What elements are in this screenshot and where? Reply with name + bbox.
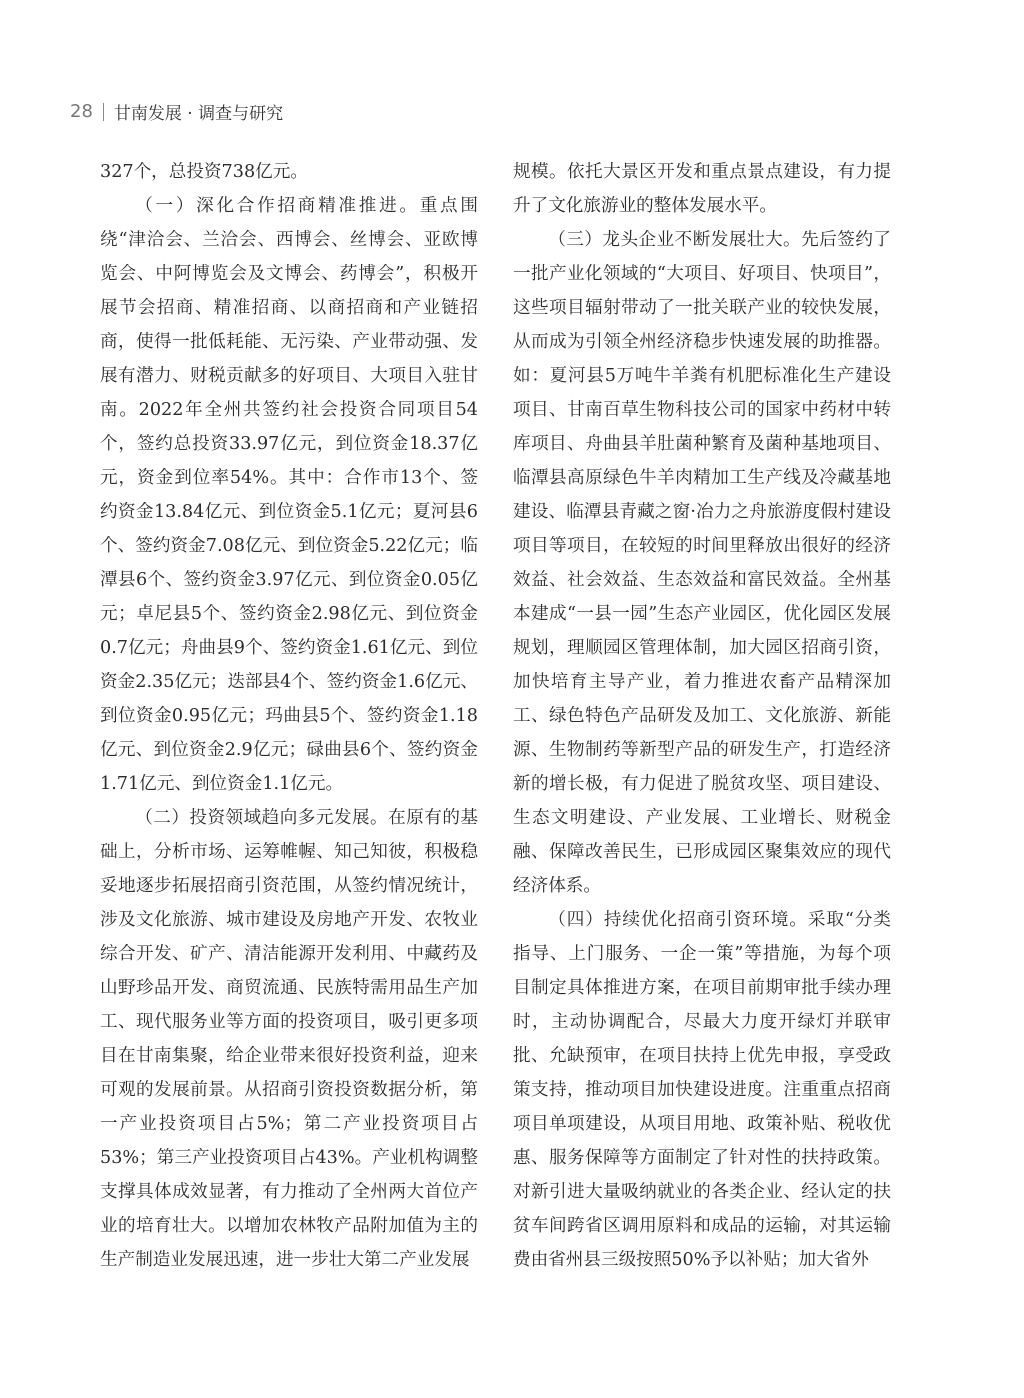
section-heading: （二）投资领域趋向多元发展。: [135, 808, 389, 828]
paragraph: [100, 189, 478, 801]
paragraph-body: 采取“分类指导、上门服务、一企一策”等措施，为每个项目制定具体推进方案，在项目前期审批手续办理时，主动协调配合，尽最大力度开绿灯并联审批、允缺预审，在项目扶持上优先申报，享受政策支持，推动项目加快建设进度。注重重点招商项目单项建设，从项目用地、政策补贴、税收优惠、服务保障等方面制定了针对性的扶持政策。对新引进大量吸纳就业的各类企业、经认定的扶贫车间跨省区调用原料和成品的运输，对其运输费由省州县三级按照50%予以补贴；加大省外: [513, 910, 891, 1270]
paragraph: [513, 223, 891, 903]
section-heading: （三）龙头企业不断发展壮大。: [548, 230, 802, 250]
paragraph-body: 先后签约了一批产业化领域的“大项目、好项目、快项目”，这些项目辐射带动了一批关联产业的较快发展，从而成为引领全州经济稳步快速发展的助推器。如：夏河县5万吨牛羊粪有机肥标准化生产建设项目、甘南百草生物科技公司的国家中药材中转库项目、舟曲县羊肚菌种繁育及菌种基地项目、临潭县高原绿色牛羊肉精加工生产线及冷藏基地建设、临潭县青藏之窗·冶力之舟旅游度假村建设项目等项目，在较短的时间里释放出很好的经济效益、社会效益、生态效益和富民效益。全州基本建成“一县一园”生态产业园区，优化园区发展规划，理顺园区管理体制，加大园区招商引资，加快培育主导产业，着力推进农畜产品精深加工、绿色特色产品研发及加工、文化旅游、新能源、生物制药等新型产品的研发生产，打造经济新的增长极，有力促进了脱贫攻坚、项目建设、生态文明建设、产业发展、工业增长、财税金融、保障改善民生，已形成园区聚集效应的现代经济体系。: [513, 230, 891, 896]
header-divider: [103, 103, 104, 121]
page-header: [70, 99, 283, 124]
left-column: [100, 155, 478, 1277]
paragraph-body: 重点围绕“津洽会、兰洽会、西博会、丝博会、亚欧博览会、中阿博览会及文博会、药博会”，积极开展节会招商、精准招商、以商招商和产业链招商，使得一批低耗能、无污染、产业带动强、发展有潜力、财税贡献多的好项目、大项目入驻甘南。2022年全州共签约社会投资合同项目54个，签约总投资33.97亿元，到位资金18.37亿元，资金到位率54%。其中：合作市13个、签约资金13.84亿元、到位资金5.1亿元；夏河县6个、签约资金7.08亿元、到位资金5.22亿元；临潭县6个、签约资金3.97亿元、到位资金0.05亿元；卓尼县5个、签约资金2.98亿元、到位资金0.7亿元；舟曲县9个、签约资金1.61亿元、到位资金2.35亿元；迭部县4个、签约资金1.6亿元、到位资金0.95亿元；玛曲县5个、签约资金1.18亿元、到位资金2.9亿元；碌曲县6个、签约资金1.71亿元、到位资金1.1亿元。: [100, 196, 478, 794]
right-column: [513, 155, 891, 1277]
paragraph: 327个，总投资738亿元。: [100, 162, 308, 182]
page-number: 28: [70, 101, 93, 122]
publication-title: 甘南发展 · 调查与研究: [113, 104, 284, 124]
section-heading: （四）持续优化招商引资环境。: [548, 910, 808, 930]
paragraph: [513, 903, 891, 1277]
section-heading: （一）深化合作招商精准推进。: [135, 196, 420, 216]
paragraph: 规模。依托大景区开发和重点景点建设，有力提升了文化旅游业的整体发展水平。: [513, 162, 891, 216]
paragraph: [100, 801, 478, 1277]
paragraph-body: 在原有的基础上，分析市场、运筹帷幄、知己知彼，积极稳妥地逐步拓展招商引资范围，从签约情况统计，涉及文化旅游、城市建设及房地产开发、农牧业综合开发、矿产、清洁能源开发利用、中藏药及山野珍品开发、商贸流通、民族特需用品生产加工、现代服务业等方面的投资项目，吸引更多项目在甘南集聚，给企业带来很好投资利益，迎来可观的发展前景。从招商引资投资数据分析，第一产业投资项目占5%；第二产业投资项目占53%；第三产业投资项目占43%。产业机构调整支撑具体成效显著，有力推动了全州两大首位产业的培育壮大。以增加农林牧产品附加值为主的生产制造业发展迅速，进一步壮大第二产业发展: [100, 808, 478, 1270]
